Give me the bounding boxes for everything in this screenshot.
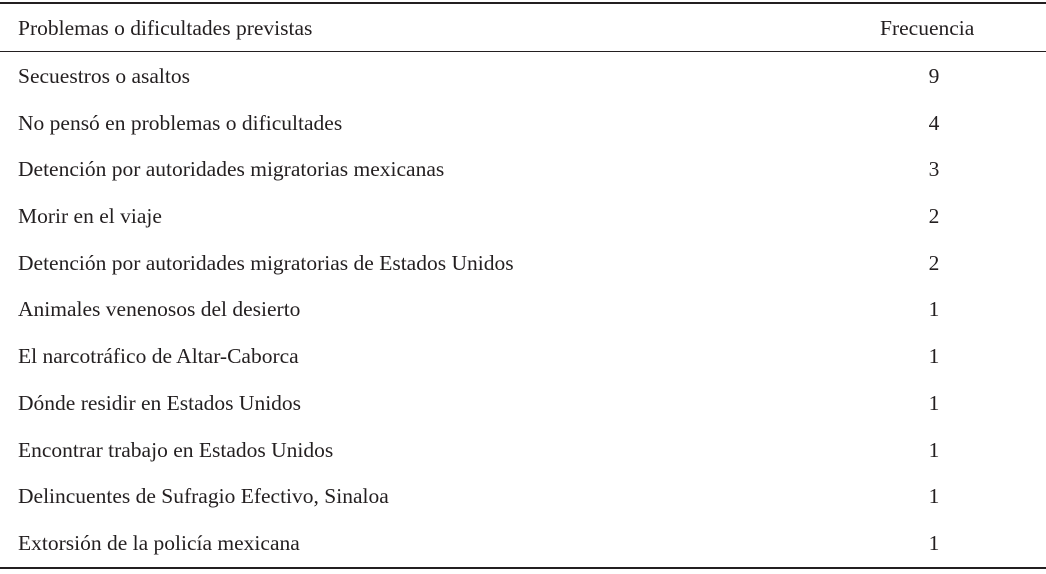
header-problem: Problemas o dificultades previstas xyxy=(18,16,313,40)
table-row xyxy=(0,333,1046,380)
row-frequency: 1 xyxy=(928,437,940,462)
row-frequency: 3 xyxy=(928,157,940,182)
row-frequency: 1 xyxy=(928,344,940,369)
row-problem: Detención por autoridades migratorias mexicanas xyxy=(18,157,445,182)
row-problem: Animales venenosos del desierto xyxy=(18,297,301,322)
table-row xyxy=(0,146,1046,193)
table-row xyxy=(0,286,1046,333)
table-row xyxy=(0,473,1046,520)
table-row xyxy=(0,427,1046,474)
row-frequency: 1 xyxy=(928,390,940,415)
table-top-rule xyxy=(0,2,1046,4)
row-frequency: 9 xyxy=(928,64,940,88)
row-problem: Secuestros o asaltos xyxy=(18,64,190,88)
table-header-row xyxy=(0,6,1046,50)
table-row xyxy=(0,240,1046,287)
row-frequency: 4 xyxy=(928,110,940,135)
row-problem: Detención por autoridades migratorias de Estados Unidos xyxy=(18,250,514,275)
row-frequency: 1 xyxy=(928,530,940,555)
row-problem: Encontrar trabajo en Estados Unidos xyxy=(18,437,334,462)
table-row xyxy=(0,100,1046,147)
row-problem: Dónde residir en Estados Unidos xyxy=(18,390,302,415)
row-problem: Delincuentes de Sufragio Efectivo, Sinaloa xyxy=(18,484,389,509)
table-body xyxy=(0,53,1046,567)
row-problem: Morir en el viaje xyxy=(18,204,162,229)
row-frequency: 2 xyxy=(928,250,940,275)
row-problem: El narcotráfico de Altar-Caborca xyxy=(18,344,299,369)
table-bottom-rule xyxy=(0,567,1046,569)
table-row xyxy=(0,53,1046,100)
row-frequency: 2 xyxy=(928,204,940,229)
table-row xyxy=(0,193,1046,240)
row-problem: Extorsión de la policía mexicana xyxy=(18,530,300,555)
row-problem: No pensó en problemas o dificultades xyxy=(18,110,343,135)
header-frequency: Frecuencia xyxy=(880,16,975,40)
table-row xyxy=(0,380,1046,427)
row-frequency: 1 xyxy=(928,484,940,509)
row-frequency: 1 xyxy=(928,297,940,322)
table-row xyxy=(0,520,1046,567)
table-header-rule xyxy=(0,51,1046,52)
